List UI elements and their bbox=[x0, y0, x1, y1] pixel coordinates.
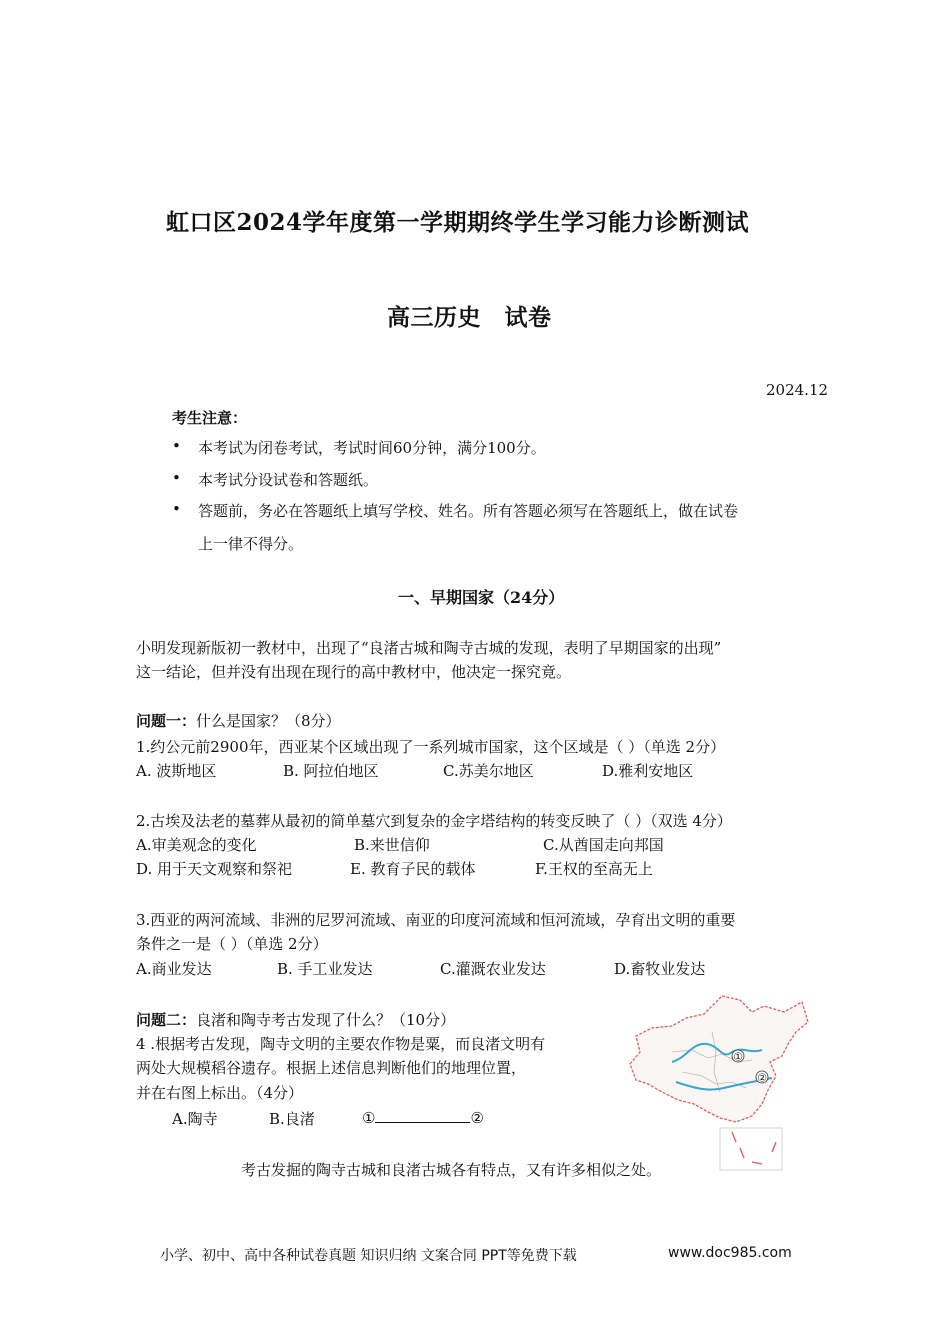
question-group-text: 什么是国家？（8分） bbox=[196, 712, 341, 730]
china-map bbox=[612, 992, 812, 1172]
intro-line: 小明发现新版初一教材中，出现了“良渚古城和陶寺古城的发现，表明了早期国家的出现” bbox=[136, 639, 722, 657]
question-4-stem: 两处大规模稻谷遗存。根据上述信息判断他们的地理位置， bbox=[136, 1059, 527, 1077]
question-3-stem: 3.西亚的两河流域、非洲的尼罗河流域、南亚的印度河流域和恒河流域，孕育出文明的重要 bbox=[136, 911, 736, 929]
answer-marker-1: ① bbox=[362, 1109, 376, 1127]
notice-item: 上一律不得分。 bbox=[198, 535, 304, 553]
q2-option-a: A.审美观念的变化 bbox=[136, 836, 257, 854]
exam-title: 虹口区2024学年度第一学期期终学生学习能力诊断测试 bbox=[166, 209, 750, 236]
question-2-stem: 2.古埃及法老的墓葬从最初的简单墓穴到复杂的金字塔结构的转变反映了（ ）（双选 4分） bbox=[136, 812, 732, 830]
question-group-1 bbox=[136, 710, 341, 731]
question-4-stem: 并在右图上标出。（4分） bbox=[136, 1084, 304, 1102]
exam-date: 2024.12 bbox=[766, 381, 829, 399]
south-sea-islands bbox=[732, 1132, 776, 1164]
bullet-icon: • bbox=[172, 500, 181, 518]
q3-option-d: D.畜牧业发达 bbox=[614, 960, 706, 978]
notice-heading: 考生注意： bbox=[172, 409, 248, 427]
q2-option-e: E. 教育子民的载体 bbox=[350, 860, 476, 878]
map-marker-2: ② bbox=[757, 1071, 767, 1085]
q1-option-b: B. 阿拉伯地区 bbox=[283, 762, 379, 780]
q1-option-d: D.雅利安地区 bbox=[602, 762, 694, 780]
question-group-text: 良渚和陶寺考古发现了什么？（10分） bbox=[196, 1011, 456, 1029]
q2-option-d: D. 用于天文观察和祭祀 bbox=[136, 860, 293, 878]
q3-option-a: A.商业发达 bbox=[136, 960, 212, 978]
notice-item: 本考试为闭卷考试，考试时间60分钟，满分100分。 bbox=[198, 439, 546, 457]
q4-answer-line bbox=[362, 1108, 484, 1127]
q3-option-b: B. 手工业发达 bbox=[277, 960, 373, 978]
list-item bbox=[172, 469, 181, 487]
china-outline bbox=[630, 996, 808, 1122]
exam-subtitle: 高三历史 试卷 bbox=[387, 304, 552, 331]
q3-option-c: C.灌溉农业发达 bbox=[440, 960, 546, 978]
answer-blank bbox=[375, 1108, 470, 1123]
question-3-stem: 条件之一是（ ）（单选 2分） bbox=[136, 935, 328, 953]
footer-text: 小学、初中、高中各种试卷真题 知识归纳 文案合同 PPT等免费下载 bbox=[160, 1248, 577, 1264]
q2-option-c: C.从酋国走向邦国 bbox=[543, 836, 664, 854]
answer-marker-2: ② bbox=[470, 1109, 484, 1127]
question-1-stem: 1.约公元前2900年，西亚某个区域出现了一系列城市国家，这个区域是（ ）（单选 2分） bbox=[136, 738, 726, 756]
question-group-label: 问题一： bbox=[136, 712, 197, 730]
notice-item: 答题前，务必在答题纸上填写学校、姓名。所有答题必须写在答题纸上，做在试卷 bbox=[198, 502, 739, 520]
section-heading: 一、早期国家（24分） bbox=[398, 588, 565, 607]
bullet-icon: • bbox=[172, 437, 181, 455]
q4-option-b: B.良渚 bbox=[269, 1110, 315, 1128]
question-group-2 bbox=[136, 1009, 455, 1030]
q1-option-c: C.苏美尔地区 bbox=[443, 762, 534, 780]
list-item bbox=[172, 437, 181, 455]
question-4-stem: 4 .根据考古发现，陶寺文明的主要农作物是粟，而良渚文明有 bbox=[136, 1035, 546, 1053]
question-group-label: 问题二： bbox=[136, 1011, 197, 1029]
notice-item: 本考试分设试卷和答题纸。 bbox=[198, 471, 379, 489]
closing-text: 考古发掘的陶寺古城和良渚古城各有特点，又有许多相似之处。 bbox=[241, 1161, 662, 1179]
q1-option-a: A. 波斯地区 bbox=[136, 762, 217, 780]
q4-option-a: A.陶寺 bbox=[172, 1110, 218, 1128]
bullet-icon: • bbox=[172, 469, 181, 487]
list-item bbox=[172, 500, 181, 518]
intro-line: 这一结论，但并没有出现在现行的高中教材中，他决定一探究竟。 bbox=[136, 663, 572, 681]
footer-url[interactable]: www.doc985.com bbox=[668, 1245, 792, 1261]
q2-option-b: B.来世信仰 bbox=[354, 836, 430, 854]
map-marker-1: ① bbox=[733, 1050, 743, 1064]
q2-option-f: F.王权的至高无上 bbox=[535, 860, 653, 878]
